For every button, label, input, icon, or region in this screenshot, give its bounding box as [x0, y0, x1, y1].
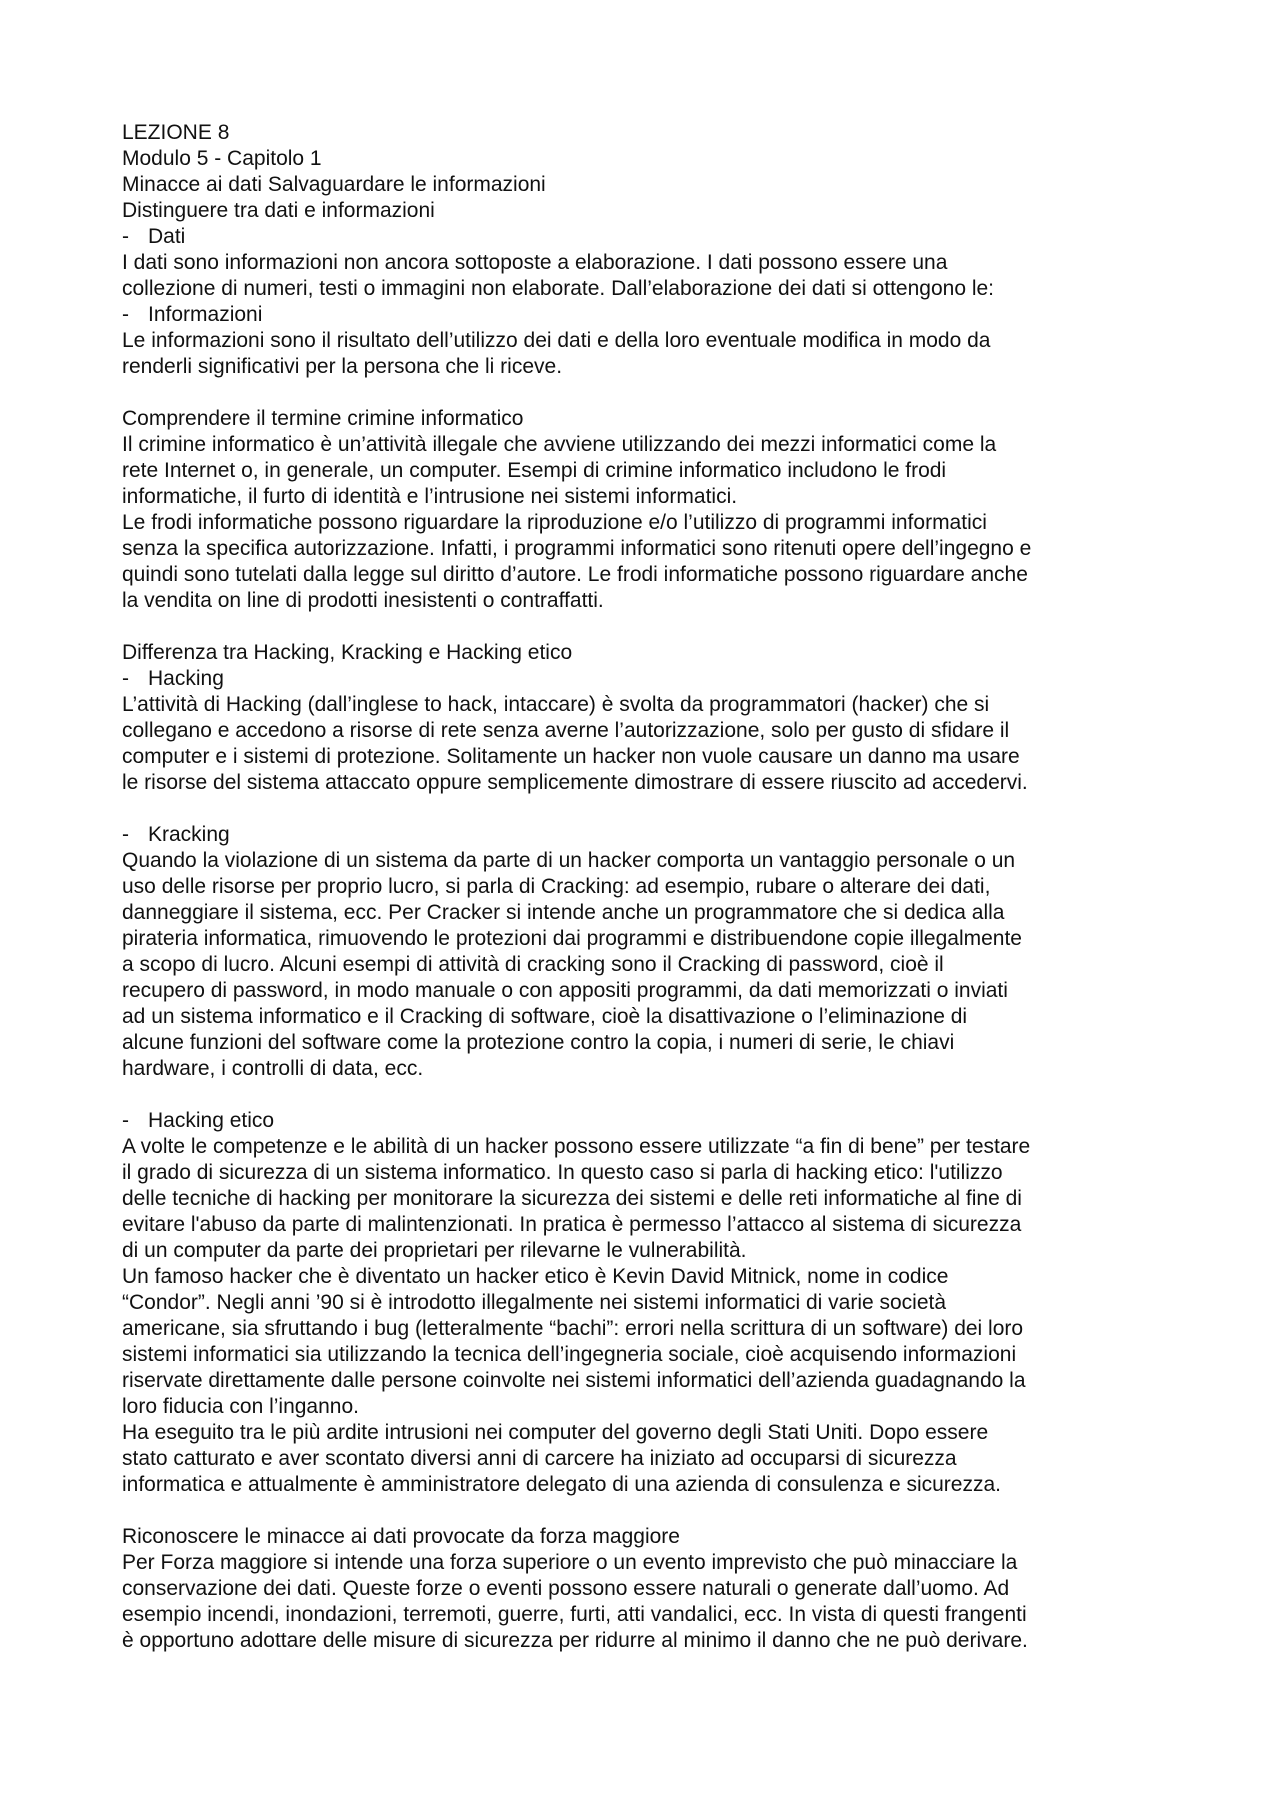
- paragraph-gap: [122, 796, 1182, 822]
- bullet-hacking-etico-label: Hacking etico: [148, 1109, 275, 1132]
- paragraph-line: americane, sia sfruttando i bug (letteralmente “bachi”: errori nella scrittura di un software) dei loro: [122, 1317, 1024, 1340]
- section-heading-hacking: Differenza tra Hacking, Kracking e Hacking etico: [122, 641, 573, 664]
- paragraph-line: sistemi informatici sia utilizzando la tecnica dell’ingegneria sociale, cioè acquisendo informazioni: [122, 1343, 1017, 1366]
- paragraph-line: il grado di sicurezza di un sistema informatico. In questo caso si parla di hacking etico: l'utilizzo: [122, 1161, 1003, 1184]
- bullet-hacking: - Hacking: [122, 667, 224, 690]
- paragraph-line: informatica e attualmente è amministratore delegato di una azienda di consulenza e sicurezza.: [122, 1473, 1001, 1496]
- paragraph-line: renderli significativi per la persona che li riceve.: [122, 355, 563, 378]
- document-title: Minacce ai dati Salvaguardare le informazioni: [122, 173, 546, 196]
- paragraph-line: Quando la violazione di un sistema da parte di un hacker comporta un vantaggio personale o un: [122, 849, 1016, 872]
- paragraph-line: rete Internet o, in generale, un computer. Esempi di crimine informatico includono le frodi: [122, 459, 947, 482]
- paragraph-line: Le informazioni sono il risultato dell’utilizzo dei dati e della loro eventuale modifica in modo da: [122, 329, 991, 352]
- paragraph-line: a scopo di lucro. Alcuni esempi di attività di cracking sono il Cracking di password, cioè il: [122, 953, 944, 976]
- paragraph-line: senza la specifica autorizzazione. Infatti, i programmi informatici sono ritenuti opere dell’ingegno e: [122, 537, 1032, 560]
- paragraph-line: pirateria informatica, rimuovendo le protezioni dai programmi e distribuendone copie illegalmente: [122, 927, 1022, 950]
- paragraph-line: A volte le competenze e le abilità di un hacker possono essere utilizzate “a fin di bene” per testare: [122, 1135, 1031, 1158]
- paragraph-line: di un computer da parte dei proprietari per rilevarne le vulnerabilità.: [122, 1239, 747, 1262]
- paragraph-line: Le frodi informatiche possono riguardare la riproduzione e/o l’utilizzo di programmi informatici: [122, 511, 987, 534]
- bullet-kracking-label: Kracking: [148, 823, 230, 846]
- paragraph-line: recupero di password, in modo manuale o con appositi programmi, da dati memorizzati o inviati: [122, 979, 1008, 1002]
- paragraph-gap: [122, 380, 1182, 406]
- paragraph-gap: [122, 614, 1182, 640]
- paragraph-line: loro fiducia con l’inganno.: [122, 1395, 359, 1418]
- bullet-dati: - Dati: [122, 225, 186, 248]
- module-label: Modulo 5 - Capitolo 1: [122, 147, 322, 170]
- paragraph-gap: [122, 1498, 1182, 1524]
- bullet-dati-label: Dati: [148, 225, 186, 248]
- paragraph-line: la vendita on line di prodotti inesistenti o contraffatti.: [122, 589, 604, 612]
- paragraph-line: esempio incendi, inondazioni, terremoti, guerre, furti, atti vandalici, ecc. In vista di questi frangenti: [122, 1603, 1027, 1626]
- paragraph-line: Per Forza maggiore si intende una forza superiore o un evento imprevisto che può minacciare la: [122, 1551, 1018, 1574]
- paragraph-line: quindi sono tutelati dalla legge sul diritto d’autore. Le frodi informatiche possono riguardare anche: [122, 563, 1028, 586]
- paragraph-line: riservate direttamente dalle persone coinvolte nei sistemi informatici dell’azienda guadagnando la: [122, 1369, 1026, 1392]
- paragraph-line: “Condor”. Negli anni ’90 si è introdotto illegalmente nei sistemi informatici di varie società: [122, 1291, 947, 1314]
- paragraph-line: Un famoso hacker che è diventato un hacker etico è Kevin David Mitnick, nome in codice: [122, 1265, 949, 1288]
- section-heading-data-info: Distinguere tra dati e informazioni: [122, 199, 435, 222]
- paragraph-line: collegano e accedono a risorse di rete senza averne l’autorizzazione, solo per gusto di sfidare il: [122, 719, 1010, 742]
- paragraph-line: ad un sistema informatico e il Cracking di software, cioè la disattivazione o l’eliminazione di: [122, 1005, 968, 1028]
- document-page: [122, 120, 1182, 1654]
- paragraph-line: Ha eseguito tra le più ardite intrusioni nei computer del governo degli Stati Uniti. Dopo essere: [122, 1421, 989, 1444]
- bullet-informazioni-label: Informazioni: [148, 303, 263, 326]
- paragraph-line: evitare l'abuso da parte di malintenzionati. In pratica è permesso l’attacco al sistema di sicurezza: [122, 1213, 1022, 1236]
- section-heading-forza-maggiore: Riconoscere le minacce ai dati provocate da forza maggiore: [122, 1525, 680, 1548]
- section-heading-crime: Comprendere il termine crimine informatico: [122, 407, 524, 430]
- paragraph-line: L’attività di Hacking (dall’inglese to hack, intaccare) è svolta da programmatori (hacker) che si: [122, 693, 990, 716]
- paragraph-line: conservazione dei dati. Queste forze o eventi possono essere naturali o generate dall’uomo. Ad: [122, 1577, 1010, 1600]
- paragraph-line: informatiche, il furto di identità e l’intrusione nei sistemi informatici.: [122, 485, 738, 508]
- bullet-informazioni: - Informazioni: [122, 303, 263, 326]
- paragraph-line: alcune funzioni del software come la protezione contro la copia, i numeri di serie, le chiavi: [122, 1031, 955, 1054]
- paragraph-line: Il crimine informatico è un’attività illegale che avviene utilizzando dei mezzi informatici come la: [122, 433, 997, 456]
- lesson-label: LEZIONE 8: [122, 121, 230, 144]
- bullet-kracking: - Kracking: [122, 823, 230, 846]
- paragraph-line: I dati sono informazioni non ancora sottoposte a elaborazione. I dati possono essere una: [122, 251, 948, 274]
- bullet-hacking-label: Hacking: [148, 667, 224, 690]
- paragraph-line: le risorse del sistema attaccato oppure semplicemente dimostrare di essere riuscito ad accedervi.: [122, 771, 1028, 794]
- paragraph-line: computer e i sistemi di protezione. Solitamente un hacker non vuole causare un danno ma usare: [122, 745, 1020, 768]
- paragraph-line: delle tecniche di hacking per monitorare la sicurezza dei sistemi e delle reti informatiche al fine di: [122, 1187, 1022, 1210]
- paragraph-line: uso delle risorse per proprio lucro, si parla di Cracking: ad esempio, rubare o alterare dei dati,: [122, 875, 991, 898]
- paragraph-line: danneggiare il sistema, ecc. Per Cracker si intende anche un programmatore che si dedica alla: [122, 901, 1005, 924]
- paragraph-gap: [122, 1082, 1182, 1108]
- paragraph-line: hardware, i controlli di data, ecc.: [122, 1057, 424, 1080]
- paragraph-line: è opportuno adottare delle misure di sicurezza per ridurre al minimo il danno che ne può derivare.: [122, 1629, 1028, 1652]
- paragraph-line: stato catturato e aver scontato diversi anni di carcere ha iniziato ad occuparsi di sicurezza: [122, 1447, 957, 1470]
- bullet-hacking-etico: - Hacking etico: [122, 1109, 275, 1132]
- paragraph-line: collezione di numeri, testi o immagini non elaborate. Dall’elaborazione dei dati si ottengono le:: [122, 277, 995, 300]
